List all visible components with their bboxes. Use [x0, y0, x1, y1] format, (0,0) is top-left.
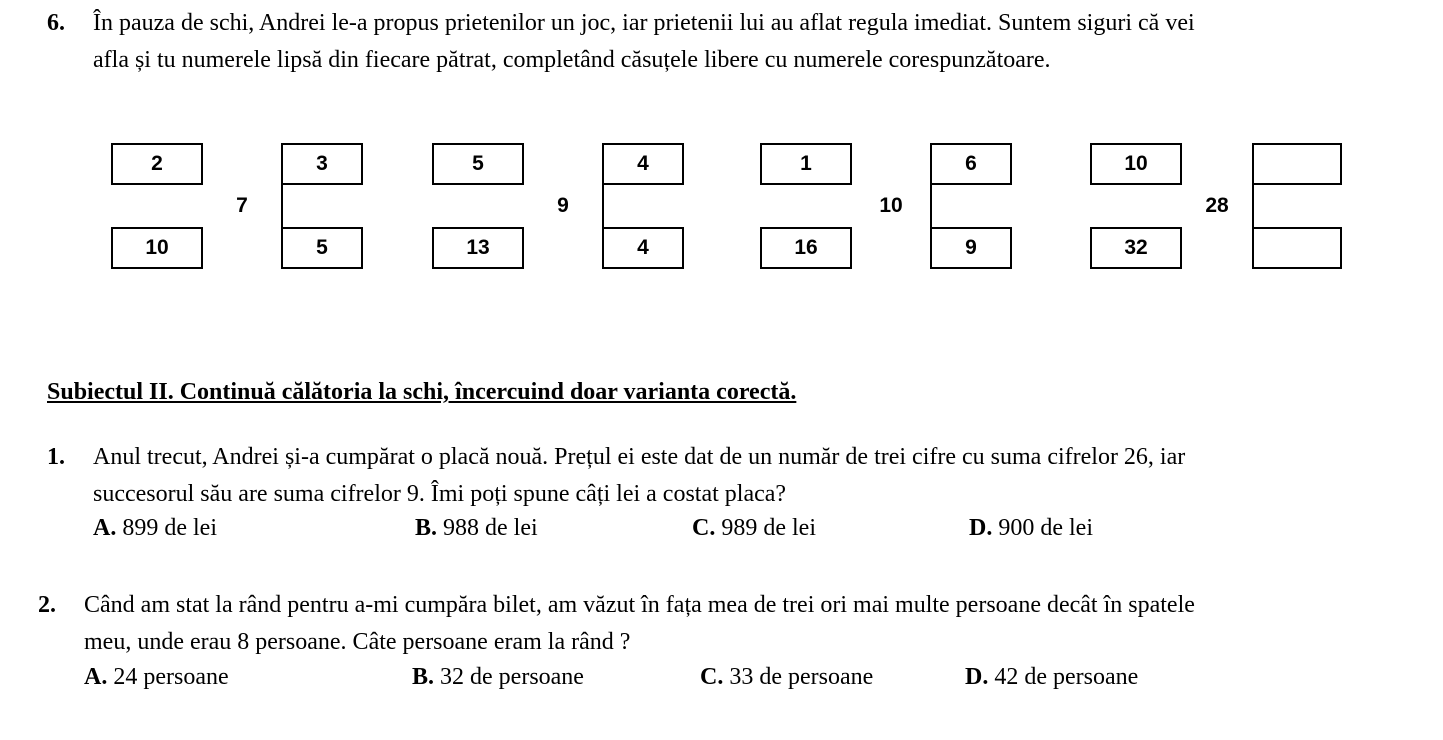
q2-option-b[interactable]: B. 32 de persoane: [412, 664, 584, 690]
center-cell: 9: [557, 194, 569, 217]
bottom-right-cell: 9: [930, 227, 1012, 269]
top-left-cell: 5: [432, 143, 524, 185]
q1-option-a[interactable]: A. 899 de lei: [93, 515, 217, 541]
q2-option-c[interactable]: C. 33 de persoane: [700, 664, 874, 690]
top-left-cell: 10: [1090, 143, 1182, 185]
top-right-cell[interactable]: [1252, 143, 1342, 185]
question-2-number: 2.: [38, 592, 56, 618]
question-2-text-line2: meu, unde erau 8 persoane. Câte persoane eram la rând ?: [84, 629, 631, 655]
connector-line: [930, 185, 932, 227]
center-cell: 10: [879, 194, 903, 217]
q1-option-b[interactable]: B. 988 de lei: [415, 515, 538, 541]
center-cell: 28: [1205, 194, 1229, 217]
bottom-left-cell: 13: [432, 227, 524, 269]
question-1-text-line1: Anul trecut, Andrei și-a cumpărat o placă nouă. Prețul ei este dat de un număr de trei cifre cu suma cifrelor 26, iar: [93, 444, 1186, 470]
question-6-number: 6.: [47, 10, 65, 36]
connector-line: [602, 185, 604, 227]
bottom-left-cell: 10: [111, 227, 203, 269]
puzzle-2: [432, 143, 682, 269]
q1-option-d[interactable]: D. 900 de lei: [969, 515, 1093, 541]
section-2-title: Subiectul II. Continuă călătoria la schi, încercuind doar varianta corectă.: [47, 379, 797, 405]
bottom-left-cell: 32: [1090, 227, 1182, 269]
connector-line: [1252, 185, 1254, 227]
q2-option-a[interactable]: A. 24 persoane: [84, 664, 229, 690]
question-2-text-line1: Când am stat la rând pentru a-mi cumpăra bilet, am văzut în fața mea de trei ori mai multe persoane decât în spatele: [84, 592, 1195, 618]
puzzle-1: [111, 143, 361, 269]
bottom-left-cell: 16: [760, 227, 852, 269]
connector-line: [281, 185, 283, 227]
question-6-text-line1: În pauza de schi, Andrei le-a propus prietenilor un joc, iar prietenii lui au aflat regula imediat. Suntem siguri că vei: [93, 10, 1195, 36]
bottom-right-cell[interactable]: [1252, 227, 1342, 269]
bottom-right-cell: 5: [281, 227, 363, 269]
top-right-cell: 6: [930, 143, 1012, 185]
bottom-right-cell: 4: [602, 227, 684, 269]
question-1-text-line2: succesorul său are suma cifrelor 9. Îmi poți spune câți lei a costat placa?: [93, 481, 787, 507]
top-left-cell: 2: [111, 143, 203, 185]
puzzle-3: [760, 143, 1010, 269]
top-right-cell: 4: [602, 143, 684, 185]
question-6-text-line2: afla și tu numerele lipsă din fiecare pătrat, completând căsuțele libere cu numerele corespunzătoare.: [93, 47, 1051, 73]
question-1-number: 1.: [47, 444, 65, 470]
center-cell: 7: [236, 194, 248, 217]
q1-option-c[interactable]: C. 989 de lei: [692, 515, 816, 541]
top-right-cell: 3: [281, 143, 363, 185]
q2-option-d[interactable]: D. 42 de persoane: [965, 664, 1139, 690]
top-left-cell: 1: [760, 143, 852, 185]
puzzle-4: [1090, 143, 1340, 269]
